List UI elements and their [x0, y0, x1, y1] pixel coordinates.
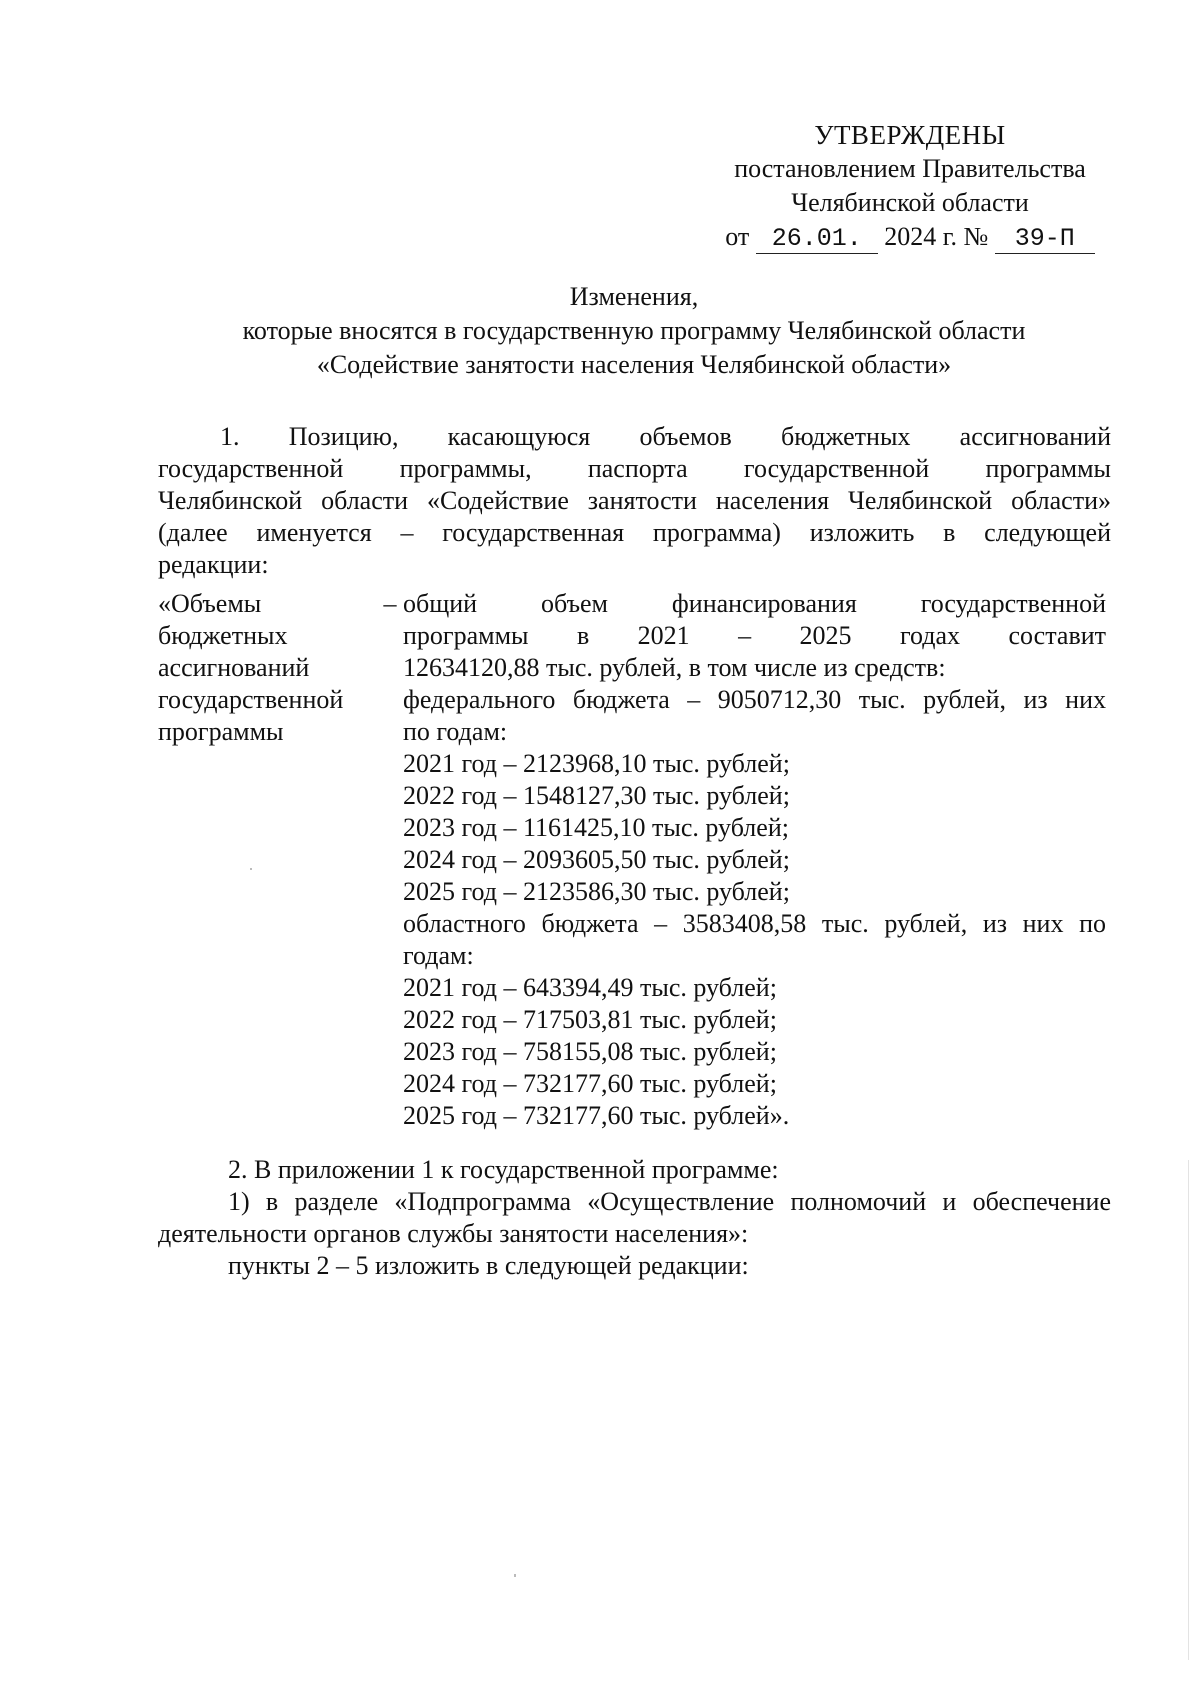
paragraph-1-line-2: государственной программы, паспорта государственной программы [158, 454, 1111, 483]
content-line: 2024 год – 732177,60 тыс. рублей; [403, 1069, 777, 1098]
table-dash: – [383, 589, 397, 618]
content-line: 2021 год – 643394,49 тыс. рублей; [403, 973, 777, 1002]
approval-line-1: постановлением Правительства [734, 154, 1086, 183]
content-line: 2023 год – 1161425,10 тыс. рублей; [403, 813, 789, 842]
content-line: программы в 2021 – 2025 годах составит [403, 621, 1106, 650]
date-value: 26.01. [756, 225, 878, 254]
content-line: 2024 год – 2093605,50 тыс. рублей; [403, 845, 790, 874]
paragraph-4: пункты 2 – 5 изложить в следующей редакции: [228, 1251, 749, 1280]
paragraph-3-line-2: деятельности органов службы занятости населения»: [158, 1219, 749, 1248]
paragraph-3-line-1: 1) в разделе «Подпрограмма «Осуществление полномочий и обеспечение [228, 1187, 1111, 1216]
label-line: программы [158, 717, 284, 746]
content-line: 2022 год – 1548127,30 тыс. рублей; [403, 781, 790, 810]
budget-table-content [403, 588, 1106, 1132]
content-line: 12634120,88 тыс. рублей, в том числе из средств: [403, 653, 946, 682]
document-number: 39-П [995, 225, 1095, 254]
label-line: ассигнований [158, 653, 310, 682]
approval-heading: УТВЕРЖДЕНЫ [814, 120, 1006, 150]
title-line-3: «Содействие занятости населения Челябинской области» [316, 350, 952, 379]
paragraph-2: 2. В приложении 1 к государственной программе: [228, 1155, 779, 1184]
title-line-1: Изменения, [569, 282, 699, 311]
approval-date-line [720, 220, 1100, 254]
title-line-2: которые вносятся в государственную программу Челябинской области [242, 316, 1026, 345]
content-line: 2021 год – 2123968,10 тыс. рублей; [403, 749, 790, 778]
approval-line-2: Челябинской области [791, 188, 1029, 217]
content-line: 2025 год – 2123586,30 тыс. рублей; [403, 877, 790, 906]
paragraph-1-line-4: (далее именуется – государственная программа) изложить в следующей [158, 518, 1111, 547]
scan-edge-mark [1188, 1160, 1189, 1660]
content-line: областного бюджета – 3583408,58 тыс. рублей, из них по [403, 909, 1106, 938]
content-line: федерального бюджета – 9050712,30 тыс. рублей, из них [403, 685, 1106, 714]
label-line: бюджетных [158, 621, 288, 650]
scan-speck [514, 1574, 516, 1577]
content-line: 2023 год – 758155,08 тыс. рублей; [403, 1037, 777, 1066]
paragraph-1 [158, 421, 1111, 581]
label-line: государственной [158, 685, 344, 714]
paragraph-1-line-1: 1. Позицию, касающуюся объемов бюджетных ассигнований [220, 422, 1111, 451]
scan-speck [250, 868, 252, 870]
document-title [150, 280, 1118, 382]
content-line: годам: [403, 941, 474, 970]
approval-stamp [720, 118, 1100, 254]
label-line: «Объемы [158, 589, 262, 618]
paragraph-1-line-3: Челябинской области «Содействие занятости населения Челябинской области» [158, 486, 1111, 515]
budget-table-label [158, 588, 388, 748]
content-line: по годам: [403, 717, 508, 746]
year-label: 2024 г. № [884, 222, 989, 251]
content-line: 2022 год – 717503,81 тыс. рублей; [403, 1005, 777, 1034]
content-line: 2025 год – 732177,60 тыс. рублей». [403, 1101, 790, 1130]
paragraph-1-line-5: редакции: [158, 550, 269, 579]
closing-paragraphs [158, 1154, 1111, 1282]
date-prefix: от [725, 222, 750, 251]
content-line: общий объем финансирования государственной [403, 589, 1106, 618]
